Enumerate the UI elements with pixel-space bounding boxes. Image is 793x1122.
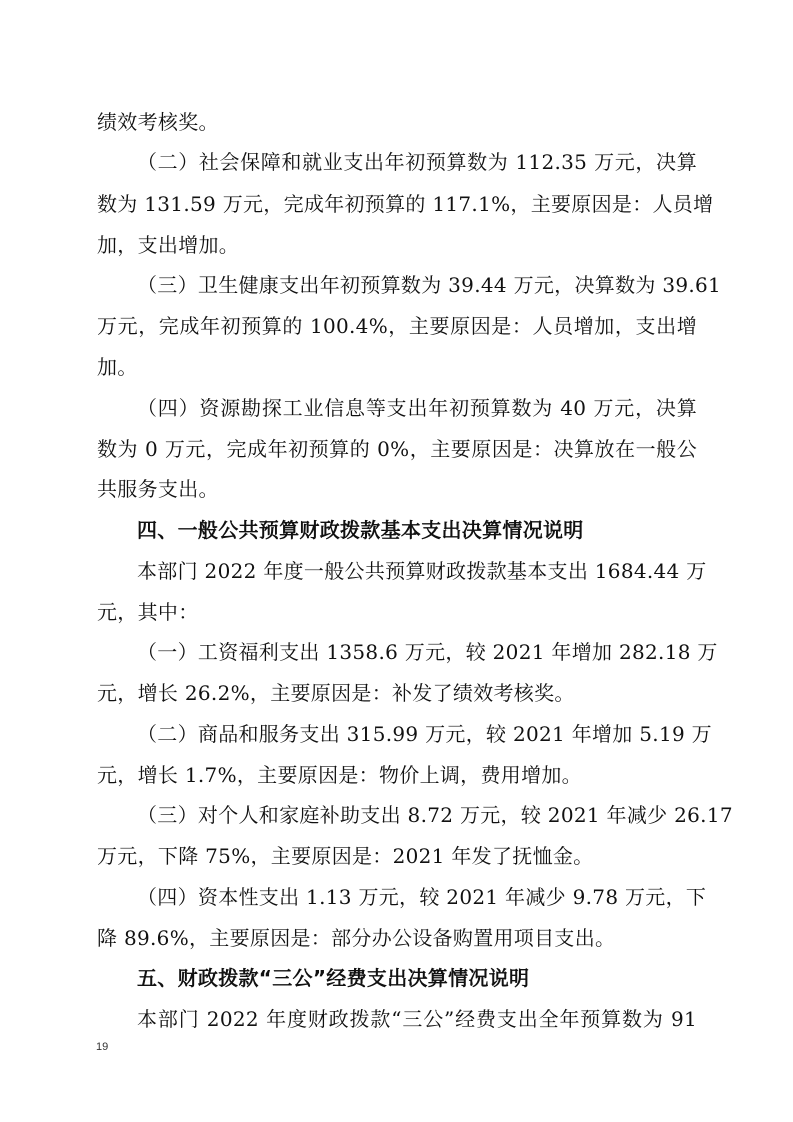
- text-line: 降 89.6%，主要原因是：部分办公设备购置用项目支出。: [97, 926, 616, 950]
- text-line: 本部门 2022 年度一般公共预算财政拨款基本支出 1684.44 万: [137, 559, 707, 583]
- text-line: 绩效考核奖。: [97, 110, 219, 134]
- text-line: （三）对个人和家庭补助支出 8.72 万元，较 2021 年减少 26.17: [137, 803, 733, 827]
- text-line: 元，增长 1.7%，主要原因是：物价上调，费用增加。: [97, 763, 582, 787]
- section-heading: 五、财政拨款“三公”经费支出决算情况说明: [137, 966, 530, 990]
- text-line: 共服务支出。: [97, 477, 219, 501]
- text-line: 数为 131.59 万元，完成年初预算的 117.1%，主要原因是：人员增: [97, 192, 714, 216]
- text-line: （四）资本性支出 1.13 万元，较 2021 年减少 9.78 万元，下: [137, 885, 707, 909]
- text-line: （二）社会保障和就业支出年初预算数为 112.35 万元，决算: [137, 150, 697, 174]
- text-line: 万元，下降 75%，主要原因是：2021 年发了抚恤金。: [97, 844, 594, 868]
- text-line: （四）资源勘探工业信息等支出年初预算数为 40 万元，决算: [137, 396, 697, 420]
- text-line: （三）卫生健康支出年初预算数为 39.44 万元，决算数为 39.61: [137, 273, 722, 297]
- text-line: （一）工资福利支出 1358.6 万元，较 2021 年增加 282.18 万: [137, 640, 718, 664]
- text-line: 元，增长 26.2%，主要原因是：补发了绩效考核奖。: [97, 681, 575, 705]
- text-line: 元，其中：: [97, 600, 199, 624]
- text-line: 数为 0 万元，完成年初预算的 0%，主要原因是：决算放在一般公: [97, 437, 697, 461]
- text-line: 万元，完成年初预算的 100.4%，主要原因是：人员增加，支出增: [97, 314, 697, 338]
- text-line: （二）商品和服务支出 315.99 万元，较 2021 年增加 5.19 万: [137, 722, 712, 746]
- page-number: 19: [96, 1041, 109, 1053]
- section-heading: 四、一般公共预算财政拨款基本支出决算情况说明: [137, 518, 584, 542]
- text-line: 加，支出增加。: [97, 233, 240, 257]
- text-line: 本部门 2022 年度财政拨款“三公”经费支出全年预算数为 91: [137, 1007, 697, 1031]
- text-line: 加。: [97, 355, 138, 379]
